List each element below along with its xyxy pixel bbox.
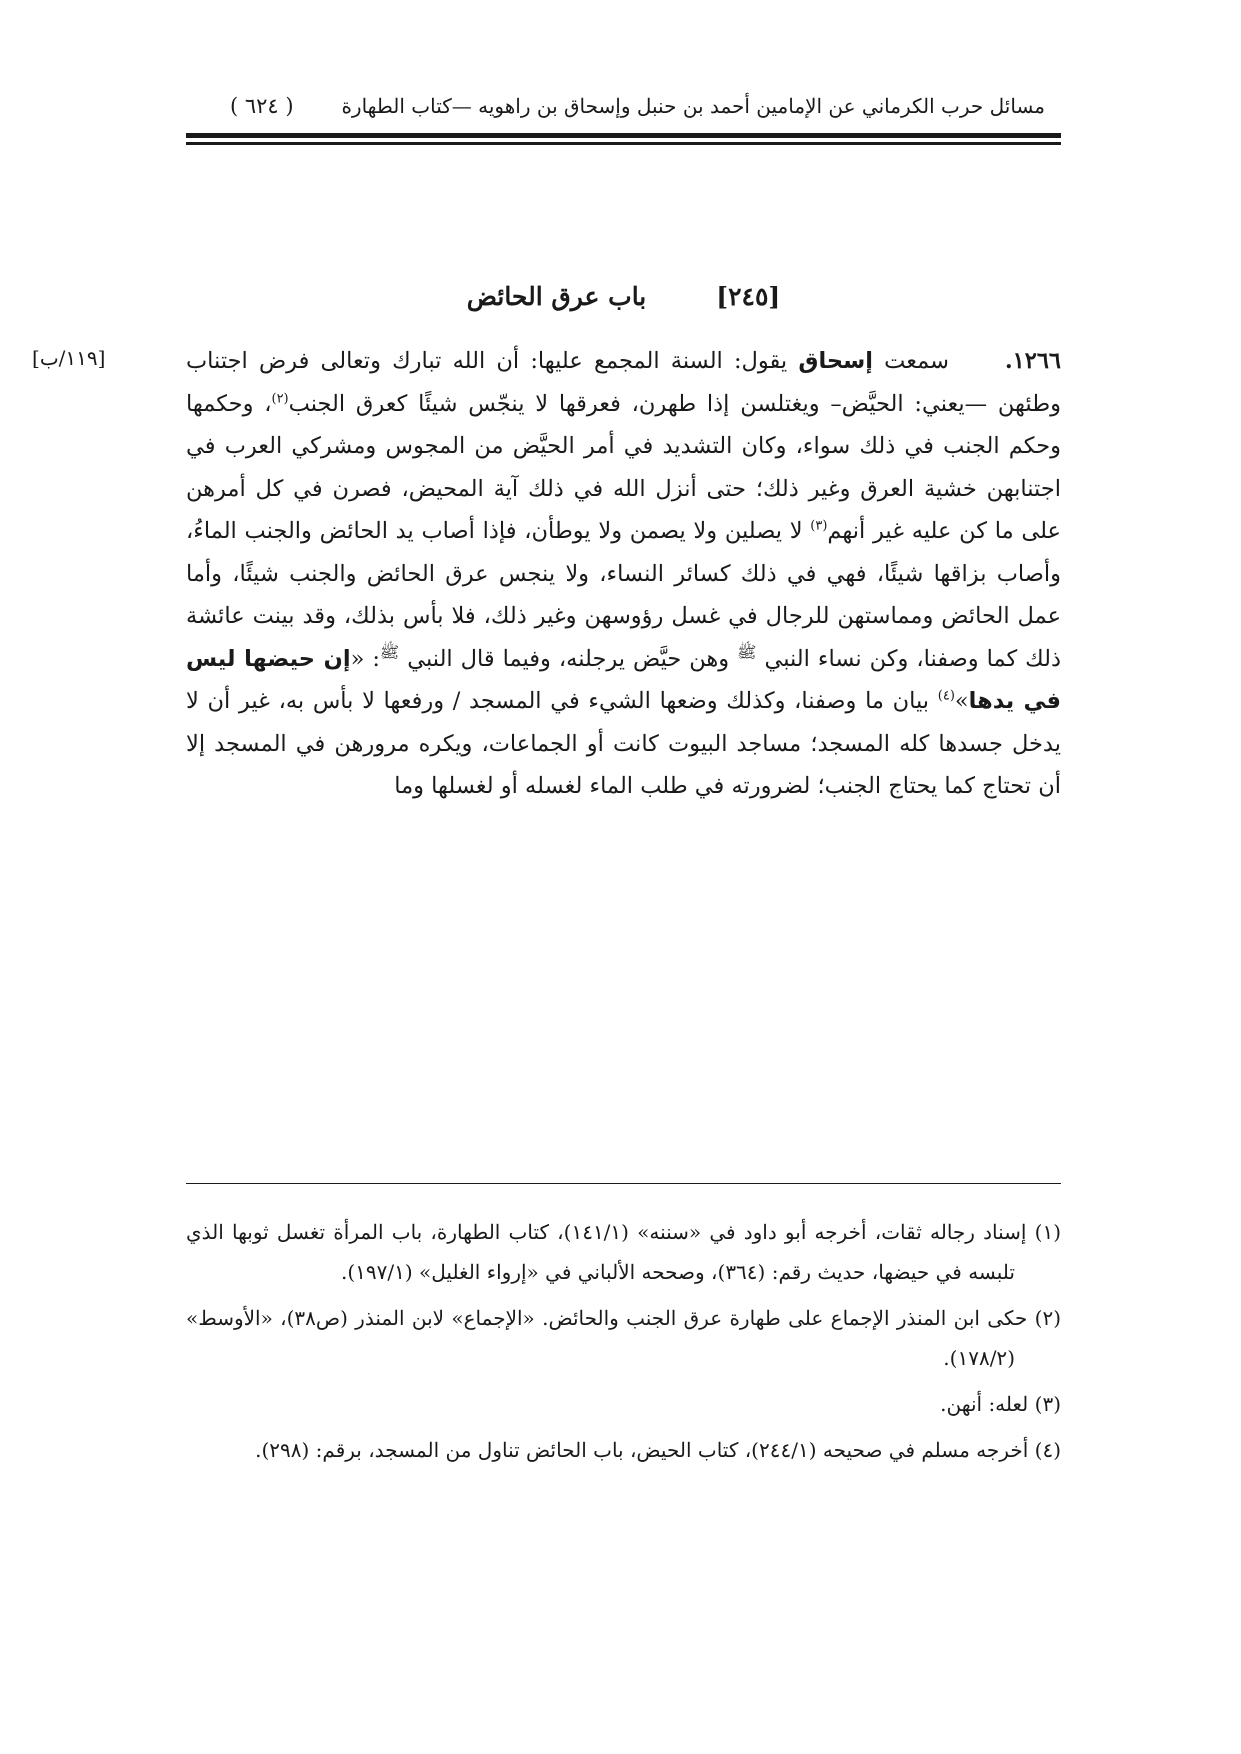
text-segment: ، وحكمها وحكم الجنب في ذلك سواء، وكان التشديد في أمر الحيَّض من المجوس ومشركي العرب في اجتنابهن خشية العرق وغير ذلك؛ حتى أنزل الله في ذلك آية المحيض، فصرن في كل أمرهن على ما كن عليه غير أنهم [186, 390, 1061, 544]
footnote-separator [186, 1183, 1061, 1184]
footnote-text: لعله: أنهن. [940, 1392, 1029, 1416]
item-number: ١٢٦٦. [1004, 348, 1061, 374]
footnote-text: أخرجه مسلم في صحيحه (٢٤٤/١)، كتاب الحيض، باب الحائض تناول من المسجد، برقم: (٢٩٨). [255, 1438, 1029, 1462]
text-segment: بيان ما وصفنا، وكذلك وضعها الشيء في المسجد / ورفعها لا بأس به، غير أن لا يدخل جسدها كله المسجد؛ مساجد البيوت كانت أو الجماعات، ويكره مرورهن في المسجد إلا أن تحتاج كما يحتاج الجنب؛ لضرورته في طلب الماء لغسله أو لغسلها وما [186, 688, 1061, 799]
text-segment: وهن حيَّض يرجلنه، وفيما قال النبي [399, 645, 738, 672]
page-number: ( ٦٢٤ ) [230, 94, 294, 118]
text-segment: سمعت [872, 348, 949, 374]
section-number: [٢٤٥] [716, 282, 781, 311]
text-segment: » [954, 688, 969, 714]
section-title: باب عرق الحائض [466, 282, 647, 311]
footnote-ref-3[interactable]: (٣) [810, 518, 828, 534]
hadith-quote: إن حيضها ليس في يدها [186, 645, 1062, 714]
footnote-4 [186, 1430, 1061, 1470]
narrator-name: إسحاق [798, 348, 873, 374]
footnote-ref-2[interactable]: (٢) [271, 391, 289, 406]
running-header [230, 86, 1045, 126]
footnotes [186, 1212, 1061, 1476]
footnote-marker: (٣) [1034, 1392, 1061, 1416]
header-rule-thick [186, 133, 1061, 138]
footnote-marker: (١) [1034, 1220, 1061, 1244]
footnote-1 [186, 1212, 1061, 1292]
footnote-marker: (٢) [1034, 1306, 1062, 1330]
footnote-ref-4[interactable]: (٤) [937, 688, 955, 704]
footnote-2 [186, 1298, 1061, 1378]
text-segment: لا يصلين ولا يصمن ولا يوطأن، فإذا أصاب يد الحائض والجنب الماءُ، وأصاب بزاقها شيئًا، فهي في ذلك كسائر النساء، ولا ينجس عرق الحائض والجنب شيئًا، وأما عمل الحائض ومماستهن للرجال في غسل رؤوسهن وغير ذلك، فلا بأس بذلك، وقد بينت عائشة ذلك كما وصفنا، وكن نساء النبي [186, 518, 1062, 672]
margin-folio-reference: [١١٩/ب] [32, 346, 106, 370]
main-paragraph [186, 340, 1061, 808]
footnote-text: حكى ابن المنذر الإجماع على طهارة عرق الجنب والحائض. «الإجماع» لابن المنذر (ص٣٨)، «الأوسط» (١٧٨/٢). [186, 1306, 1028, 1370]
salawat-glyph: ﷺ [379, 642, 400, 661]
section-heading [186, 282, 1061, 311]
footnote-marker: (٤) [1034, 1438, 1061, 1462]
running-title: مسائل حرب الكرماني عن الإمامين أحمد بن حنبل وإسحاق بن راهويه —كتاب الطهارة [341, 94, 1045, 118]
footnote-3 [186, 1384, 1061, 1424]
salawat-glyph: ﷺ [737, 642, 757, 661]
text-segment: يقول: السنة المجمع عليها: أن الله تبارك وتعالى فرض اجتناب وطئهن —يعني: الحيَّض– ويغتلسن إذا طهرن، فعرقها لا ينجّس شيئًا كعرق الجنب [186, 348, 1061, 417]
header-rule-thin [186, 142, 1061, 145]
text-segment: : « [350, 645, 380, 672]
footnote-text: إسناد رجاله ثقات، أخرجه أبو داود في «سننه» (١٤١/١)، كتاب الطهارة، باب المرأة تغسل ثوبها الذي تلبسه في حيضها، حديث رقم: (٣٦٤)، وصححه الألباني في «إرواء الغليل» (١٩٧/١). [186, 1220, 1027, 1284]
